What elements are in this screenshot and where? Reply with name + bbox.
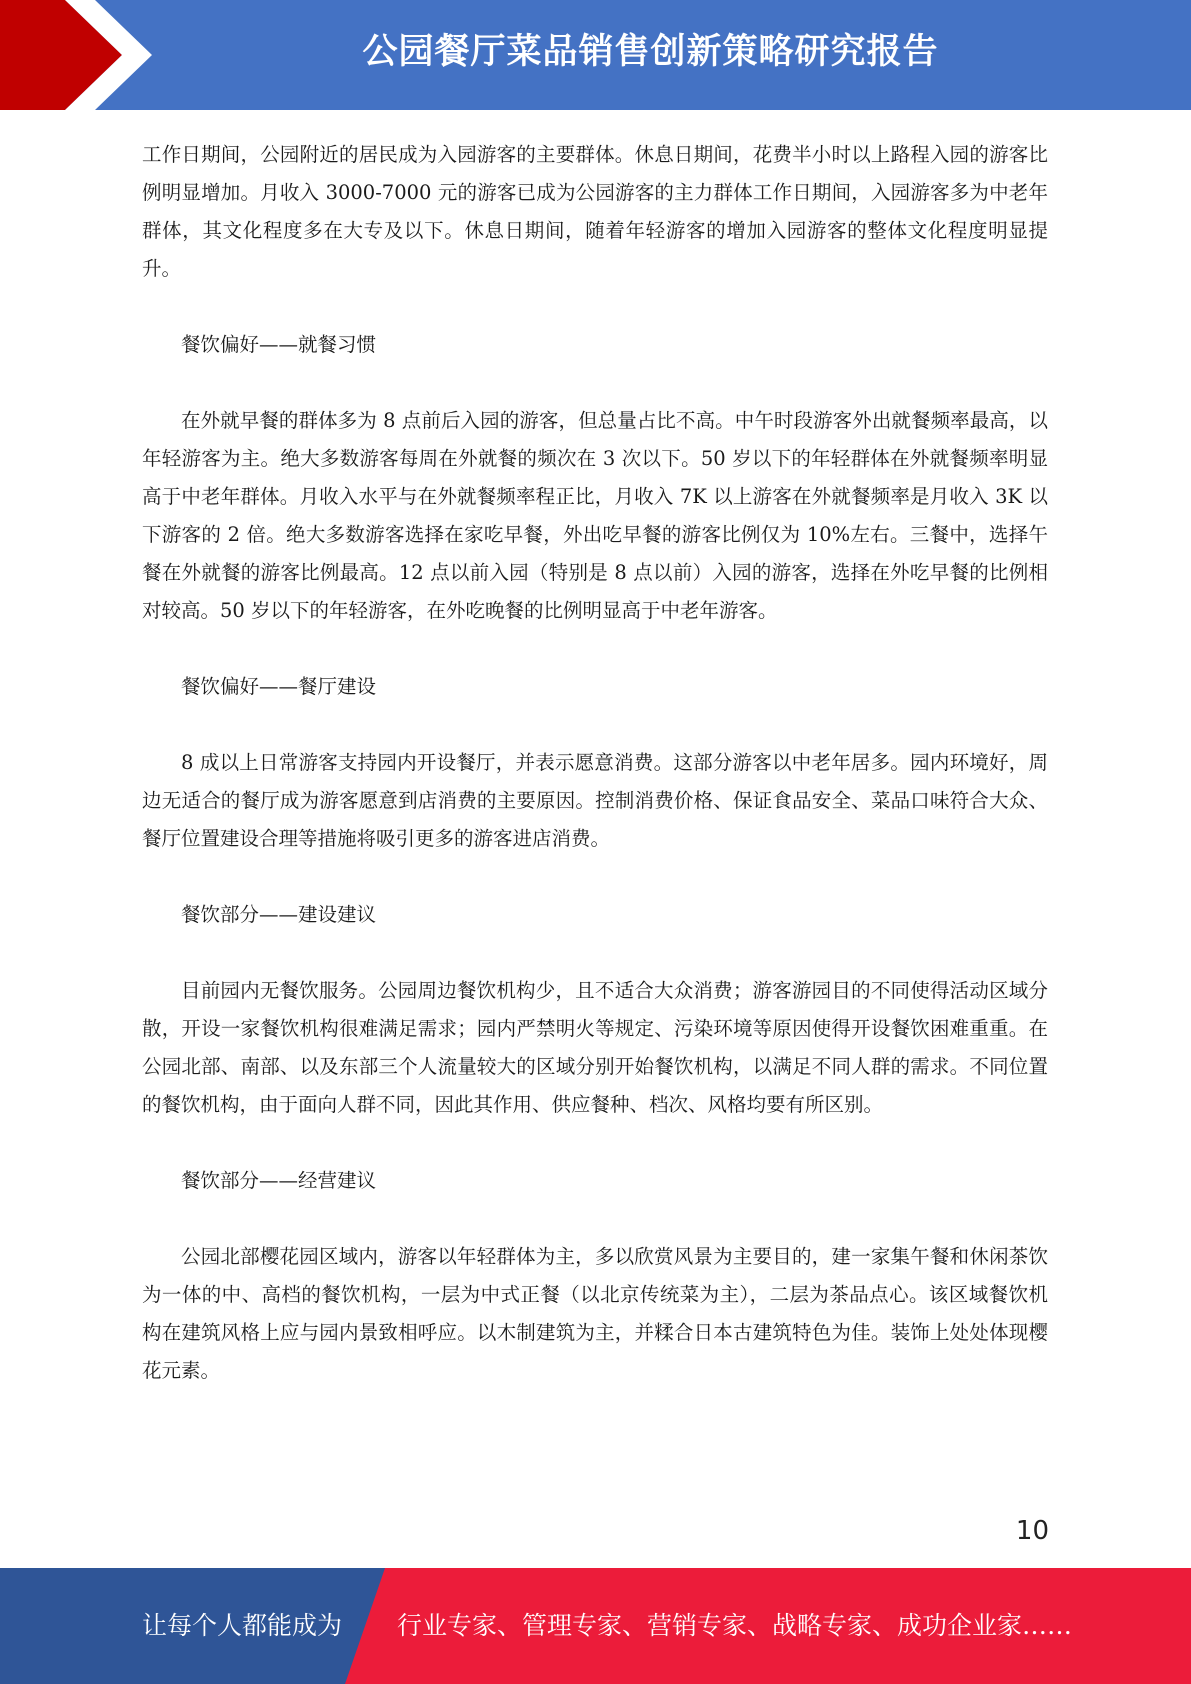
paragraph-visitor-profile: 工作日期间，公园附近的居民成为入园游客的主要群体。休息日期间，花费半小时以上路程入园的游客比例明显增加。月收入 3000-7000 元的游客已成为公园游客的主力群体工作日期间，入园游客多为中老年群体，其文化程度多在大专及以下。休息日期间，随着年轻游客的增加入园游客的整体文化程度明显提升。 (142, 143, 1048, 280)
page-header (0, 0, 1191, 110)
page-footer (0, 1568, 1191, 1684)
section-heading-construction-advice: 餐饮部分——建设建议 (181, 903, 377, 926)
paragraph-restaurant-building: 8 成以上日常游客支持园内开设餐厅，并表示愿意消费。这部分游客以中老年居多。园内环境好，周边无适合的餐厅成为游客愿意到店消费的主要原因。控制消费价格、保证食品安全、菜品口味符合大众、餐厅位置建设合理等措施将吸引更多的游客进店消费。 (142, 751, 1048, 850)
footer-slogan-right: 行业专家、管理专家、营销专家、战略专家、成功企业家…… (397, 1611, 1073, 1640)
footer-slogan-left: 让每个人都能成为 (142, 1611, 343, 1640)
paragraph-dining-habits: 在外就早餐的群体多为 8 点前后入园的游客，但总量占比不高。中午时段游客外出就餐频率最高，以年轻游客为主。绝大多数游客每周在外就餐的频次在 3 次以下。50 岁以下的年轻群体在外就餐频率明显高于中老年群体。月收入水平与在外就餐频率程正比，月收入 7K 以上游客在外就餐频率是月收入 3K 以下游客的 2 倍。绝大多数游客选择在家吃早餐，外出吃早餐的游客比例仅为 10%左右。三餐中，选择午餐在外就餐的游客比例最高。12 点以前入园（特别是 8 点以前）入园的游客，选择在外吃早餐的比例相对较高。50 岁以下的年轻游客，在外吃晚餐的比例明显高于中老年游客。 (142, 409, 1048, 622)
paragraph-operation-advice: 公园北部樱花园区域内，游客以年轻群体为主，多以欣赏风景为主要目的，建一家集午餐和休闲茶饮为一体的中、高档的餐饮机构，一层为中式正餐（以北京传统菜为主），二层为茶品点心。该区域餐饮机构在建筑风格上应与园内景致相呼应。以木制建筑为主，并糅合日本古建筑特色为佳。装饰上处处体现樱花元素。 (142, 1245, 1048, 1382)
page-number: 10 (1015, 1516, 1049, 1546)
section-heading-restaurant-building: 餐饮偏好——餐厅建设 (181, 675, 377, 698)
section-heading-dining-habits: 餐饮偏好——就餐习惯 (181, 333, 377, 356)
report-title: 公园餐厅菜品销售创新策略研究报告 (362, 32, 939, 72)
paragraph-construction-advice: 目前园内无餐饮服务。公园周边餐饮机构少，且不适合大众消费；游客游园目的不同使得活动区域分散，开设一家餐饮机构很难满足需求；园内严禁明火等规定、污染环境等原因使得开设餐饮困难重重。在公园北部、南部、以及东部三个人流量较大的区域分别开始餐饮机构，以满足不同人群的需求。不同位置的餐饮机构，由于面向人群不同，因此其作用、供应餐种、档次、风格均要有所区别。 (142, 979, 1048, 1116)
section-heading-operation-advice: 餐饮部分——经营建议 (181, 1169, 377, 1192)
document-body (142, 136, 1048, 1390)
arrow-chevron-decoration (0, 0, 160, 110)
